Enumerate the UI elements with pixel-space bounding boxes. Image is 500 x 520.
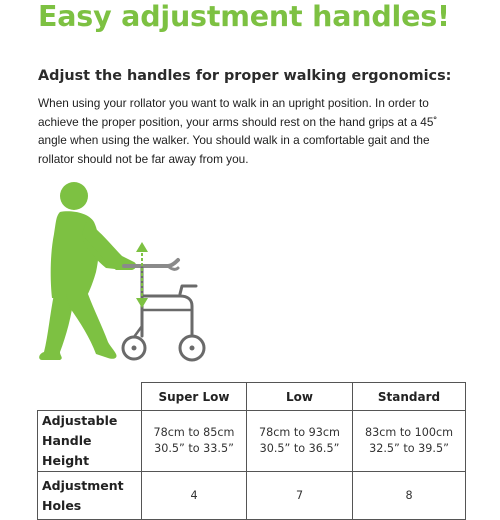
- vertical-adjust-arrow-icon: [136, 242, 148, 308]
- height-imperial: 30.5” to 36.5”: [259, 442, 340, 455]
- row-header-line: Adjustment: [42, 477, 124, 493]
- holes-cell-super-low: 4: [142, 472, 247, 520]
- row-header-handle-height: [38, 411, 142, 472]
- walking-person-icon: [39, 182, 136, 360]
- column-header-super-low: Super Low: [142, 383, 247, 411]
- table-header-row: [38, 383, 466, 411]
- holes-cell-standard: 8: [353, 472, 466, 520]
- rollator-icon: [123, 260, 204, 360]
- column-header-standard: Standard: [353, 383, 466, 411]
- table-corner-cell: [38, 383, 142, 411]
- handle-specification-table: [37, 382, 466, 520]
- height-imperial: 30.5” to 33.5”: [154, 442, 234, 455]
- column-header-low: Low: [247, 383, 353, 411]
- height-cell-low: [247, 411, 353, 472]
- height-metric: 78cm to 85cm: [153, 426, 235, 439]
- height-cell-super-low: [142, 411, 247, 472]
- page-headline: Easy adjustment handles!: [38, 0, 450, 33]
- height-imperial: 32.5” to 39.5”: [369, 442, 449, 455]
- row-header-line: Adjustable: [42, 413, 118, 428]
- height-metric: 83cm to 100cm: [364, 426, 454, 439]
- row-header-line: Handle Height: [42, 433, 92, 468]
- holes-cell-low: 7: [247, 472, 353, 520]
- row-header-adjustment-holes: [38, 472, 142, 520]
- row-header-line: Holes: [42, 497, 82, 513]
- section-subheadline: Adjust the handles for proper walking ergonomics:: [38, 68, 452, 84]
- height-metric: 78cm to 93cm: [259, 426, 340, 439]
- table-row-adjustment-holes: [38, 472, 466, 520]
- height-cell-standard: [353, 411, 466, 472]
- table-row-handle-height: [38, 411, 466, 472]
- walking-with-rollator-illustration: [30, 176, 230, 366]
- instruction-paragraph: When using your rollator you want to walk in an upright position. In order to achieve the proper position, your arms should rest on the hand grips at a 45˚ angle when using the walker. You should walk in a comfortable gait and the rollator should not be far away from you.: [38, 96, 438, 166]
